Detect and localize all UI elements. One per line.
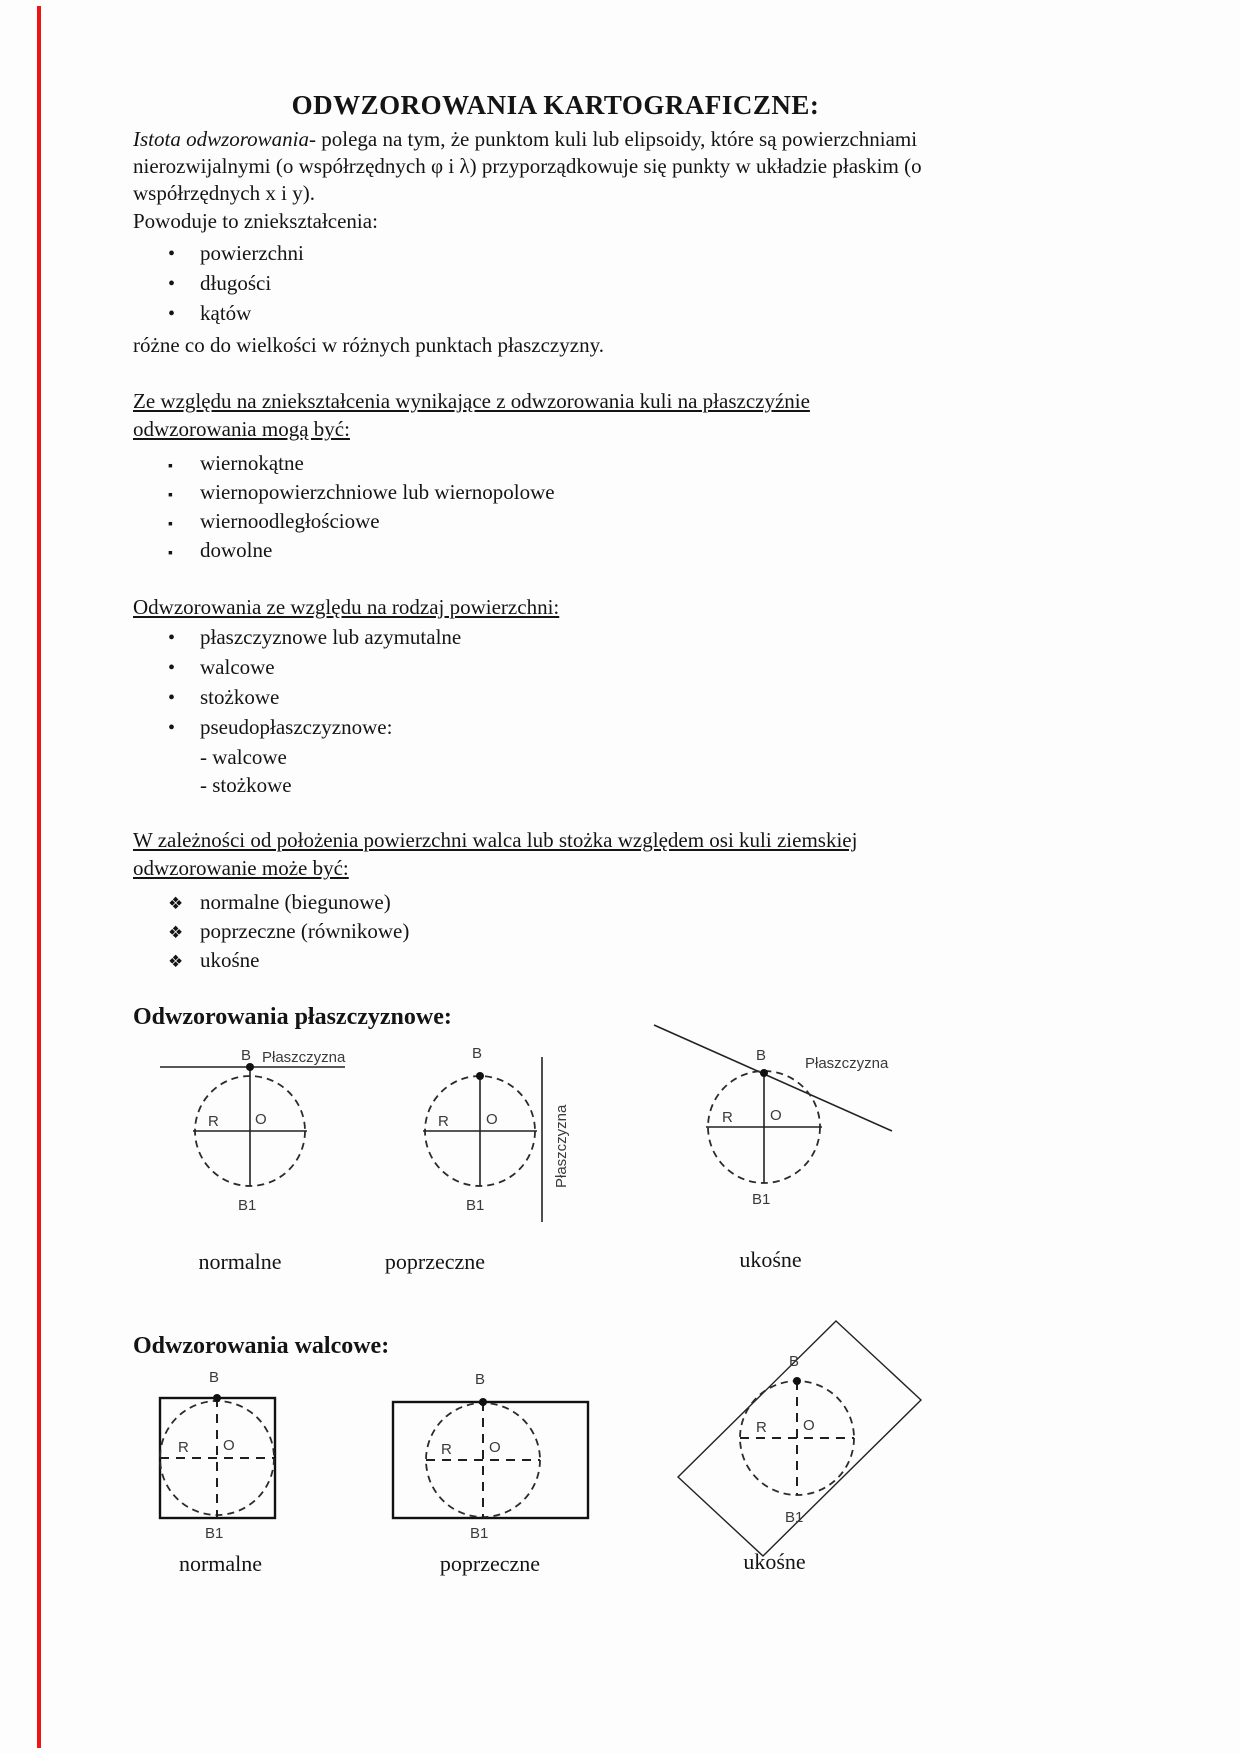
list-item <box>168 270 271 298</box>
list-item-label: ukośne <box>200 948 260 972</box>
label-r: R <box>441 1441 452 1458</box>
section-surface-heading: Odwzorowania ze względu na rodzaj powierzchni: <box>133 595 560 619</box>
label-r: R <box>756 1419 767 1436</box>
label-b: B <box>209 1369 220 1386</box>
caption-cylindrical-transverse: poprzeczne <box>439 1551 541 1576</box>
list-item <box>168 889 391 918</box>
label-b1: B1 <box>205 1525 224 1542</box>
intro-line-1 <box>133 126 917 153</box>
label-b: B <box>241 1047 252 1064</box>
list-item <box>168 300 251 328</box>
list-item-label: wiernoodległościowe <box>200 509 380 533</box>
label-b1: B1 <box>470 1525 489 1542</box>
bullet-icon: • <box>168 627 176 649</box>
label-o: O <box>486 1111 498 1128</box>
list-item-label: płaszczyznowe lub azymutalne <box>200 625 462 649</box>
bullet-icon: ▪ <box>168 488 173 503</box>
tangent-point <box>246 1063 254 1071</box>
distortion-note: różne co do wielkości w różnych punktach płaszczyzny. <box>133 333 604 357</box>
label-o: O <box>255 1111 267 1128</box>
diagram-cylindrical-oblique <box>650 1300 940 1572</box>
bullet-icon: ▪ <box>168 546 173 561</box>
list-item-label: wiernopowierzchniowe lub wiernopolowe <box>200 480 555 504</box>
bullet-icon: • <box>168 273 176 295</box>
bullet-icon: • <box>168 717 176 739</box>
label-b: B <box>475 1371 486 1388</box>
list-item-label: wiernokątne <box>200 451 304 475</box>
label-r: R <box>208 1113 219 1130</box>
label-b: B <box>789 1353 800 1370</box>
caption-cylindrical-normal: normalne <box>178 1551 263 1576</box>
intro-line-1-rest: polega na tym, że punktom kuli lub elipsoidy, które są powierzchniami <box>316 127 918 151</box>
label-o: O <box>223 1437 235 1454</box>
tangent-point <box>476 1072 484 1080</box>
list-item <box>168 240 304 268</box>
label-r: R <box>178 1439 189 1456</box>
list-item-label: powierzchni <box>200 241 304 265</box>
tangent-point <box>760 1069 768 1077</box>
section-accuracy-heading-line2: odwzorowania mogą być: <box>133 417 350 441</box>
label-plane: Płaszczyzna <box>262 1049 346 1066</box>
label-o: O <box>489 1439 501 1456</box>
list-item-label: pseudopłaszczyznowe: <box>200 715 393 739</box>
tangent-point <box>213 1394 221 1402</box>
list-item <box>168 508 380 538</box>
sub-item: - walcowe <box>200 745 287 769</box>
label-plane: Płaszczyzna <box>805 1055 889 1072</box>
diagram-planar-normal <box>140 1040 360 1220</box>
caption-planar-normal: normalne <box>198 1249 282 1274</box>
label-b: B <box>756 1047 767 1064</box>
diagram-planar-oblique <box>630 1022 920 1222</box>
tangent-point <box>479 1398 487 1406</box>
planar-heading: Odwzorowania płaszczyznowe: <box>133 1004 452 1030</box>
label-plane: Płaszczyzna <box>553 1104 570 1188</box>
section-position-heading-line1: W zależności od położenia powierzchni walca lub stożka względem osi kuli ziemskiej <box>133 828 858 852</box>
intro-line-3: współrzędnych x i y). <box>133 181 315 205</box>
sub-item: - stożkowe <box>200 773 292 797</box>
label-b1: B1 <box>752 1191 771 1208</box>
tangent-point <box>793 1377 801 1385</box>
list-item <box>168 479 555 509</box>
list-item-label: walcowe <box>200 655 275 679</box>
caption-cylindrical-oblique: ukośne <box>743 1549 806 1574</box>
label-b: B <box>472 1045 483 1062</box>
margin-marker-line <box>37 6 41 1748</box>
list-item <box>168 918 409 947</box>
diagram-planar-transverse <box>400 1040 600 1230</box>
section-position-heading-line2: odwzorowanie może być: <box>133 856 349 880</box>
label-b1: B1 <box>238 1197 257 1214</box>
label-o: O <box>770 1107 782 1124</box>
bullet-icon: • <box>168 687 176 709</box>
list-item <box>168 537 272 567</box>
bullet-icon: ▪ <box>168 517 173 532</box>
list-item-label: kątów <box>200 301 252 325</box>
intro-line-4: Powoduje to zniekształcenia: <box>133 209 378 233</box>
list-item <box>168 947 260 976</box>
bullet-icon: ▪ <box>168 459 173 474</box>
caption-planar-oblique: ukośne <box>739 1247 802 1272</box>
list-item <box>168 654 275 682</box>
bullet-icon: • <box>168 243 176 265</box>
page-title: ODWZOROWANIA KARTOGRAFICZNE: <box>291 90 820 120</box>
section-accuracy-heading-line1: Ze względu na zniekształcenia wynikające z odwzorowania kuli na płaszczyźnie <box>133 389 810 413</box>
label-b1: B1 <box>785 1509 804 1526</box>
label-b1: B1 <box>466 1197 485 1214</box>
intro-lead-italic: Istota odwzorowania- <box>133 127 316 151</box>
list-item-label: stożkowe <box>200 685 280 709</box>
bullet-icon: • <box>168 303 176 325</box>
bullet-icon: ❖ <box>168 952 184 972</box>
list-item <box>168 714 392 742</box>
list-item <box>168 624 461 652</box>
intro-line-2: nierozwijalnymi (o współrzędnych φ i λ) przyporządkowuje się punkty w układzie płaskim (o <box>133 154 922 178</box>
bullet-icon: • <box>168 657 176 679</box>
diagram-cylindrical-normal <box>150 1368 295 1548</box>
list-item <box>168 684 279 712</box>
list-item <box>168 450 304 480</box>
list-item-label: dowolne <box>200 538 273 562</box>
diagram-cylindrical-transverse <box>385 1368 600 1548</box>
bullet-icon: ❖ <box>168 923 184 943</box>
list-item-label: długości <box>200 271 272 295</box>
label-r: R <box>438 1113 449 1130</box>
bullet-icon: ❖ <box>168 894 184 914</box>
cylindrical-heading: Odwzorowania walcowe: <box>133 1333 390 1359</box>
list-item-label: poprzeczne (równikowe) <box>200 919 410 943</box>
label-r: R <box>722 1109 733 1126</box>
label-o: O <box>803 1417 815 1434</box>
caption-planar-transverse: poprzeczne <box>384 1249 486 1274</box>
list-item-label: normalne (biegunowe) <box>200 890 391 914</box>
